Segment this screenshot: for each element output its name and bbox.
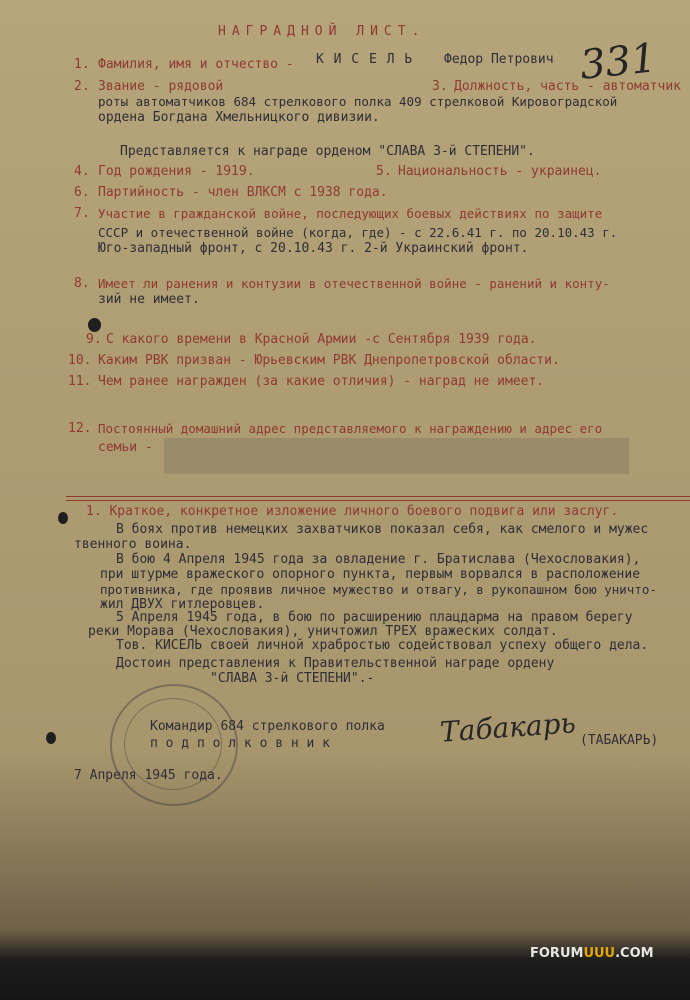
forum-watermark (530, 946, 654, 961)
item-11-prior-awards: Чем ранее награжден (за какие отличия) - наград не имеет. (98, 374, 545, 389)
item-9-army-since: С какого времени в Красной Армии -с Сентября 1939 года. (106, 332, 537, 347)
commander-name: (ТАБАКАРЬ) (580, 733, 659, 748)
feat-line-9: Тов. КИСЕЛЬ своей личной храбростью содействовал успеху общего дела. (116, 638, 649, 653)
feat-heading: 1. Краткое, конкретное изложение личного боевого подвига или заслуг. (86, 504, 619, 519)
item-12-family: семьи - (98, 440, 153, 455)
watermark-forum: FORUM (530, 946, 584, 961)
feat-line-4: при штурме вражеского опорного пункта, первым ворвался в расположение (100, 567, 641, 582)
item-2-number: 2. (74, 79, 90, 94)
feat-line-6: жил ДВУХ гитлеровцев. (100, 597, 265, 612)
feat-line-11: "СЛАВА 3-й СТЕПЕНИ".- (210, 671, 375, 686)
document-title: НАГРАДНОЙ ЛИСТ. (218, 24, 426, 39)
presented-for-award: Представляется к награде орденом "СЛАВА 3-й СТЕПЕНИ". (120, 144, 535, 159)
feat-line-1: В боях против немецких захватчиков показал себя, как смелого и мужес (116, 522, 649, 537)
item-1-number: 1. (74, 57, 90, 72)
punch-hole-mark (46, 732, 56, 744)
punch-hole-mark (58, 512, 68, 524)
document-date: 7 Апреля 1945 года. (74, 768, 223, 783)
item-12-number: 12. (68, 421, 92, 436)
item-10-number: 10. (68, 353, 92, 368)
item-7-number: 7. (74, 206, 90, 221)
item-3-unit-line-2: ордена Богдана Хмельницкого дивизии. (98, 110, 380, 125)
item-12-address: Постоянный домашний адрес представляемого к награждению и адрес его (98, 421, 603, 436)
punch-hole-mark (88, 318, 101, 332)
item-8-wounds: Имеет ли ранения и контузии в отечественной войне - ранений и конту- (98, 276, 610, 291)
item-7-service-line-2: Юго-западный фронт, с 20.10.43 г. 2-й Украинский фронт. (98, 241, 529, 256)
item-1-label: Фамилия, имя и отчество - (98, 57, 294, 72)
item-3-unit-line-1: роты автоматчиков 684 стрелкового полка 409 стрелковой Кировоградской (98, 94, 618, 109)
feat-line-8: реки Морава (Чехословакия), уничтожил ТРЕХ вражеских солдат. (88, 624, 558, 639)
feat-line-5: противника, где проявив личное мужество и отвагу, в рукопашном бою уничто- (100, 582, 657, 597)
commander-signature: Табакарь (438, 706, 577, 749)
item-8-wounds-line-2: зий не имеет. (98, 292, 200, 307)
feat-line-7: 5 Апреля 1945 года, в бою по расширению плацдарма на правом берегу (116, 610, 633, 625)
item-4-number: 4. (74, 164, 90, 179)
item-11-number: 11. (68, 374, 92, 389)
item-7-service-line-1: СССР и отечественной войне (когда, где) - с 22.6.41 г. по 20.10.43 г. (98, 225, 618, 240)
feat-line-2: твенного воина. (74, 537, 192, 552)
item-2-rank: Звание - рядовой (98, 79, 224, 94)
item-6-number: 6. (74, 185, 90, 200)
commander-role: Командир 684 стрелкового полка (150, 719, 385, 734)
redacted-address (164, 438, 629, 474)
feat-line-3: В бою 4 Апреля 1945 года за овладение г. Братислава (Чехословакия), (116, 552, 641, 567)
item-6-party: Партийность - член ВЛКСМ с 1938 года. (98, 185, 388, 200)
item-5-nationality: Национальность - украинец. (398, 164, 602, 179)
item-10-draft-office: Каким РВК призван - Юрьевским РВК Днепропетровской области. (98, 353, 560, 368)
commander-rank: п о д п о л к о в н и к (150, 736, 331, 751)
section-divider-top (66, 496, 690, 497)
surname: К И С Е Л Ь (316, 52, 414, 67)
item-3-number: 3. (432, 79, 448, 94)
item-3-position: Должность, часть - автоматчик (454, 79, 681, 94)
item-8-number: 8. (74, 276, 90, 291)
feat-line-10: Достоин представления к Правительственной награде ордену (116, 656, 555, 671)
watermark-com: .COM (615, 946, 654, 961)
given-name: Федор Петрович (444, 52, 554, 67)
item-5-number: 5. (376, 164, 392, 179)
item-9-number: 9. (86, 332, 102, 347)
handwritten-number: 331 (577, 35, 659, 89)
item-4-birth-year: Год рождения - 1919. (98, 164, 255, 179)
item-7-service-question: Участие в гражданской войне, последующих боевых действиях по защите (98, 206, 603, 221)
watermark-uuu: UUU (583, 946, 616, 961)
section-divider-bottom (66, 500, 690, 501)
